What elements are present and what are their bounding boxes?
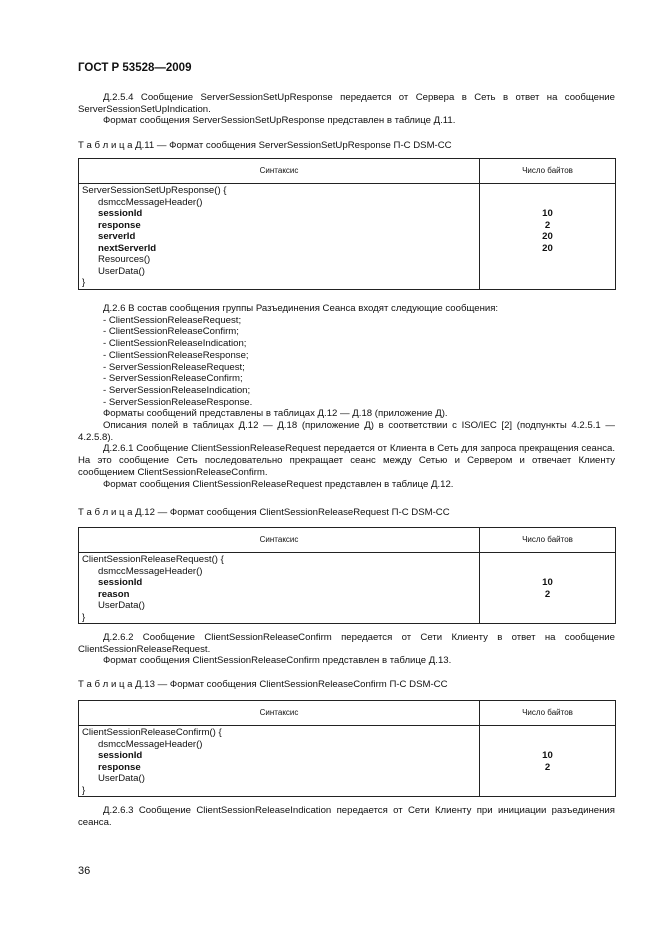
syntax-cell [79, 553, 480, 624]
byte-count [480, 785, 615, 797]
syntax-cell [79, 184, 480, 290]
list-item: - ClientSessionReleaseRequest; [103, 314, 242, 326]
table-caption-d13: Т а б л и ц а Д.13 — Формат сообщения ClientSessionReleaseConfirm П-С DSM-CC [78, 679, 448, 690]
column-header-bytes: Число байтов [480, 528, 616, 553]
byte-count [480, 266, 615, 278]
list-item: - ServerSessionReleaseResponse. [103, 396, 253, 408]
syntax-line: UserData() [98, 600, 145, 611]
paragraph: Д.2.5.4 Сообщение ServerSessionSetUpResponse передается от Сервера в Сеть в ответ на сообщение ServerSessionSetUpIndication. [78, 92, 615, 115]
list-item: - ClientSessionReleaseConfirm; [103, 326, 239, 338]
bytes-cell [480, 553, 616, 624]
syntax-field: nextServerId [98, 242, 157, 254]
table-d13 [78, 700, 616, 797]
bytes-cell [480, 184, 616, 290]
byte-count [480, 612, 615, 624]
syntax-line: } [82, 784, 86, 796]
paragraph: Форматы сообщений представлены в таблицах Д.12 — Д.18 (приложение Д). [103, 408, 448, 420]
syntax-line: UserData() [98, 773, 145, 784]
table-d12 [78, 527, 616, 624]
byte-count: 20 [542, 231, 553, 242]
syntax-line: ClientSessionReleaseConfirm() { [82, 727, 222, 738]
byte-count: 10 [542, 750, 553, 761]
section-d26 [78, 303, 615, 490]
paragraph: Формат сообщения ClientSessionReleaseRequest представлен в таблице Д.12. [103, 478, 454, 490]
section-d263 [78, 805, 615, 828]
syntax-line: dsmccMessageHeader() [98, 565, 203, 577]
byte-count [480, 185, 615, 197]
byte-count: 10 [542, 208, 553, 219]
column-header-syntax: Синтаксис [79, 701, 480, 726]
byte-count [480, 773, 615, 785]
byte-count [480, 727, 615, 739]
syntax-line: dsmccMessageHeader() [98, 738, 203, 750]
list-item: - ServerSessionReleaseConfirm; [103, 373, 243, 385]
bytes-cell [480, 726, 616, 797]
byte-count [480, 566, 615, 578]
syntax-field: serverId [98, 231, 136, 242]
syntax-line: } [82, 277, 86, 288]
section-d262 [78, 632, 615, 667]
syntax-field: response [98, 761, 141, 773]
paragraph: Д.2.6.2 Сообщение ClientSessionReleaseConfirm передается от Сети Клиенту в ответ на сообщение ClientSessionReleaseRequest. [78, 632, 615, 655]
column-header-syntax: Синтаксис [79, 528, 480, 553]
byte-count [480, 277, 615, 289]
list-item: - ClientSessionReleaseIndication; [103, 338, 247, 350]
syntax-line: ClientSessionReleaseRequest() { [82, 554, 224, 565]
page-number: 36 [78, 865, 91, 877]
paragraph: Описания полей в таблицах Д.12 — Д.18 (приложение Д) в соответствии с ISO/IEC [2] (подпункты 4.2.5.1 — 4.2.5.8). [78, 420, 615, 443]
column-header-syntax: Синтаксис [79, 159, 480, 184]
section-d254 [78, 92, 615, 127]
syntax-field: sessionId [98, 208, 143, 219]
byte-count: 2 [544, 588, 551, 600]
syntax-field: sessionId [98, 750, 143, 761]
paragraph: Д.2.6.1 Сообщение ClientSessionReleaseRequest передается от Клиента в Сеть для запроса прекращения сеанса. На это сообщение Сеть последовательно прекращает сеанс между Сетью и Сервером и отвечает Клиенту сообщением ClientSessionReleaseConfirm. [78, 443, 615, 478]
paragraph: Д.2.6.3 Сообщение ClientSessionReleaseIndication передается от Сети Клиенту при инициации разъединения сеанса. [78, 805, 615, 828]
column-header-bytes: Число байтов [480, 159, 616, 184]
table-d11 [78, 158, 616, 290]
table-caption-d12: Т а б л и ц а Д.12 — Формат сообщения ClientSessionReleaseRequest П-С DSM-CC [78, 507, 450, 518]
syntax-field: response [98, 219, 141, 231]
syntax-line: ServerSessionSetUpResponse() { [82, 185, 227, 196]
byte-count: 2 [544, 219, 551, 231]
syntax-line: UserData() [98, 265, 145, 277]
byte-count [480, 554, 615, 566]
syntax-field: reason [98, 588, 130, 600]
byte-count [480, 254, 615, 266]
paragraph: Д.2.6 В состав сообщения группы Разъединения Сеанса входят следующие сообщения: [103, 303, 499, 314]
list-item: - ServerSessionReleaseIndication; [103, 384, 251, 396]
syntax-line: dsmccMessageHeader() [98, 196, 203, 208]
syntax-line: } [82, 611, 86, 623]
list-item: - ServerSessionReleaseRequest; [103, 361, 245, 373]
byte-count [480, 197, 615, 209]
byte-count [480, 739, 615, 751]
byte-count [480, 600, 615, 612]
byte-count: 2 [544, 761, 551, 773]
byte-count: 20 [542, 242, 553, 254]
syntax-field: sessionId [98, 577, 143, 588]
standard-header: ГОСТ Р 53528—2009 [78, 62, 192, 74]
table-caption-d11: Т а б л и ц а Д.11 — Формат сообщения ServerSessionSetUpResponse П-С DSM-CC [78, 140, 452, 151]
column-header-bytes: Число байтов [480, 701, 616, 726]
byte-count: 10 [542, 577, 553, 588]
syntax-line: Resources() [98, 254, 151, 265]
paragraph: Формат сообщения ServerSessionSetUpResponse представлен в таблице Д.11. [103, 115, 456, 127]
paragraph: Формат сообщения ClientSessionReleaseConfirm представлен в таблице Д.13. [103, 655, 452, 667]
list-item: - ClientSessionReleaseResponse; [103, 349, 249, 361]
syntax-cell [79, 726, 480, 797]
